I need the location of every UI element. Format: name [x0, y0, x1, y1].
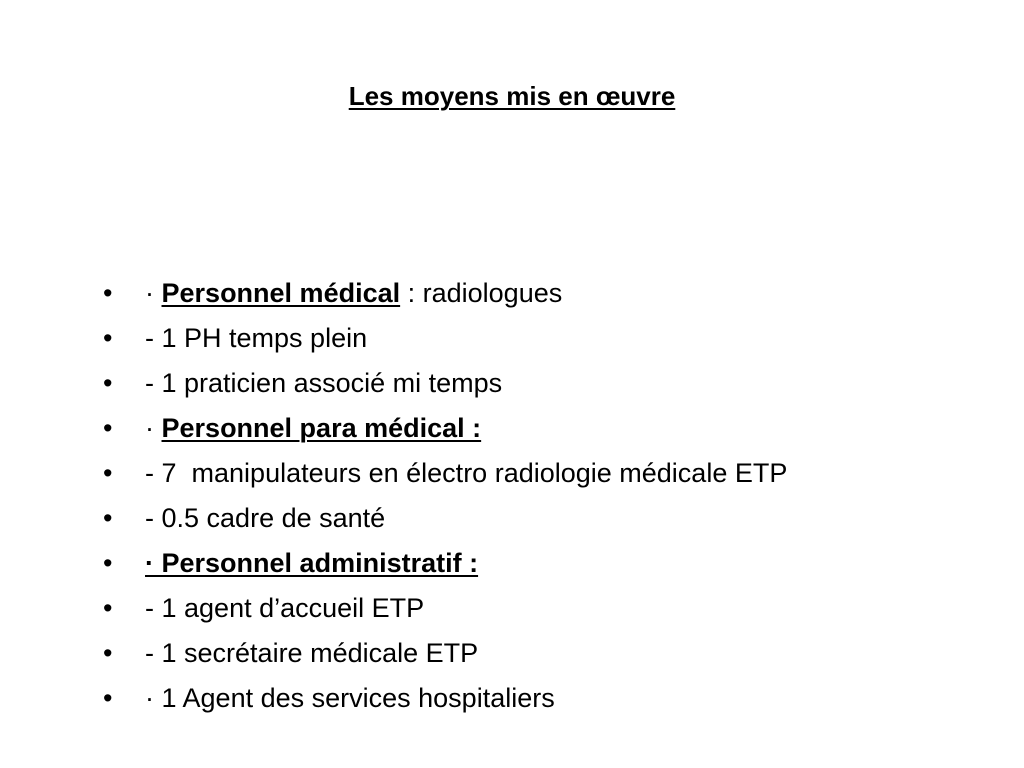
list-item: [58, 541, 998, 623]
item-text: - 1 agent d’accueil ETP: [145, 593, 425, 623]
bullet-icon: •: [103, 368, 113, 398]
section-heading-medical: Personnel médical: [161, 278, 401, 308]
bullet-icon: •: [103, 683, 113, 713]
bullet-icon: •: [103, 278, 113, 308]
list-item: [58, 406, 998, 488]
item-suffix: : radiologues: [400, 278, 563, 308]
slide-title: [0, 78, 1024, 114]
item-text: · 1 Agent des services hospitaliers: [145, 683, 555, 713]
list-item: [58, 496, 998, 578]
section-heading-paramedical: Personnel para médical :: [161, 413, 482, 443]
item-text: - 1 PH temps plein: [145, 323, 368, 353]
bullet-icon: •: [103, 593, 113, 623]
list-item: [58, 631, 998, 713]
bullet-icon: •: [103, 413, 113, 443]
list-item: [58, 451, 998, 533]
list-item: [58, 226, 998, 308]
item-text: - 1 secrétaire médicale ETP: [145, 638, 479, 668]
list-item: [58, 361, 998, 443]
bullet-icon: •: [103, 548, 113, 578]
item-text: - 0.5 cadre de santé: [145, 503, 386, 533]
bullet-icon: •: [103, 458, 113, 488]
list-item: [58, 271, 998, 353]
item-text: - 1 praticien associé mi temps: [145, 368, 503, 398]
list-item: [58, 586, 998, 668]
item-prefix: ·: [145, 278, 162, 308]
bullet-icon: •: [103, 323, 113, 353]
list-item: [58, 316, 998, 398]
section-heading-administrative: · Personnel administratif :: [145, 548, 479, 578]
item-prefix: ·: [145, 413, 162, 443]
bullet-list: [58, 226, 998, 713]
bullet-icon: •: [103, 638, 113, 668]
item-text: - 7 manipulateurs en électro radiologie médicale ETP: [145, 458, 788, 488]
slide-title-text: Les moyens mis en œuvre: [348, 81, 676, 111]
bullet-icon: •: [103, 503, 113, 533]
